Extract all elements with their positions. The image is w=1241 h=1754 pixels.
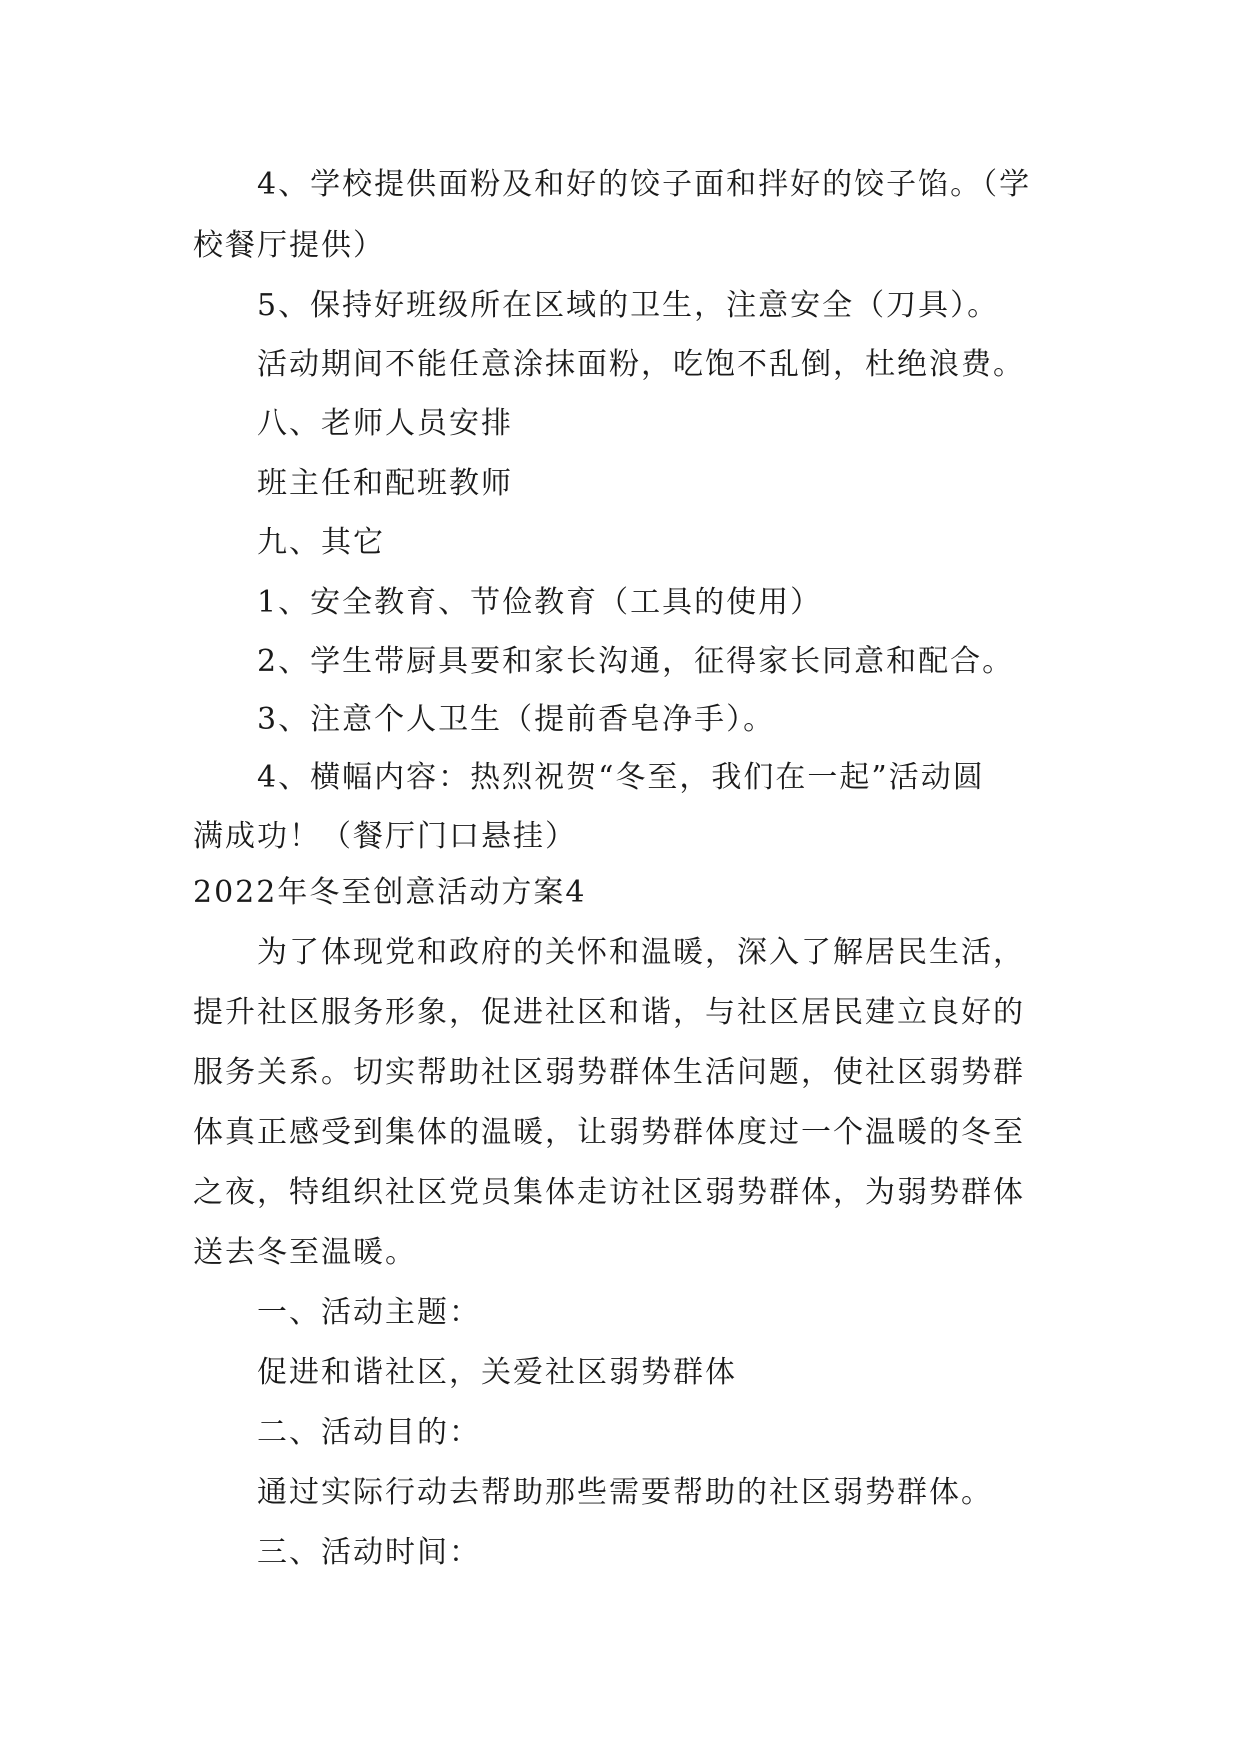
- list-item-continued: 校餐厅提供）: [193, 228, 385, 263]
- section-heading: 九、其它: [257, 525, 385, 560]
- paragraph-line: 送去冬至温暖。: [193, 1235, 417, 1270]
- paragraph-line: 服务关系。切实帮助社区弱势群体生活问题，使社区弱势群: [193, 1055, 1025, 1090]
- list-item: 3、注意个人卫生（提前香皂净手）。: [257, 702, 776, 737]
- list-item: 5、保持好班级所在区域的卫生，注意安全（刀具）。: [257, 288, 1000, 323]
- paragraph-line: 班主任和配班教师: [257, 466, 513, 501]
- paragraph-line: 体真正感受到集体的温暖，让弱势群体度过一个温暖的冬至: [193, 1115, 1025, 1150]
- section-heading: 三、活动时间：: [257, 1535, 481, 1570]
- paragraph-line: 促进和谐社区，关爱社区弱势群体: [257, 1355, 737, 1390]
- paragraph-line: 之夜，特组织社区党员集体走访社区弱势群体，为弱势群体: [193, 1175, 1025, 1210]
- list-item: 1、安全教育、节俭教育（工具的使用）: [257, 585, 823, 620]
- section-heading: 一、活动主题：: [257, 1295, 481, 1330]
- paragraph-line: 活动期间不能任意涂抹面粉，吃饱不乱倒，杜绝浪费。: [257, 347, 1025, 382]
- paragraph-line: 为了体现党和政府的关怀和温暖，深入了解居民生活，: [257, 935, 1025, 970]
- paragraph-line: 提升社区服务形象，促进社区和谐，与社区居民建立良好的: [193, 995, 1025, 1030]
- list-item: 4、横幅内容：热烈祝贺“冬至，我们在一起”活动圆: [257, 760, 985, 795]
- document-title: 2022年冬至创意活动方案4: [193, 875, 587, 910]
- paragraph-line: 通过实际行动去帮助那些需要帮助的社区弱势群体。: [257, 1475, 993, 1510]
- section-heading: 二、活动目的：: [257, 1415, 481, 1450]
- list-item-continued: 满成功！（餐厅门口悬挂）: [193, 819, 577, 854]
- list-item: 4、学校提供面粉及和好的饺子面和拌好的饺子馅。（学: [257, 167, 1032, 202]
- section-heading: 八、老师人员安排: [257, 406, 513, 441]
- list-item: 2、学生带厨具要和家长沟通，征得家长同意和配合。: [257, 644, 1015, 679]
